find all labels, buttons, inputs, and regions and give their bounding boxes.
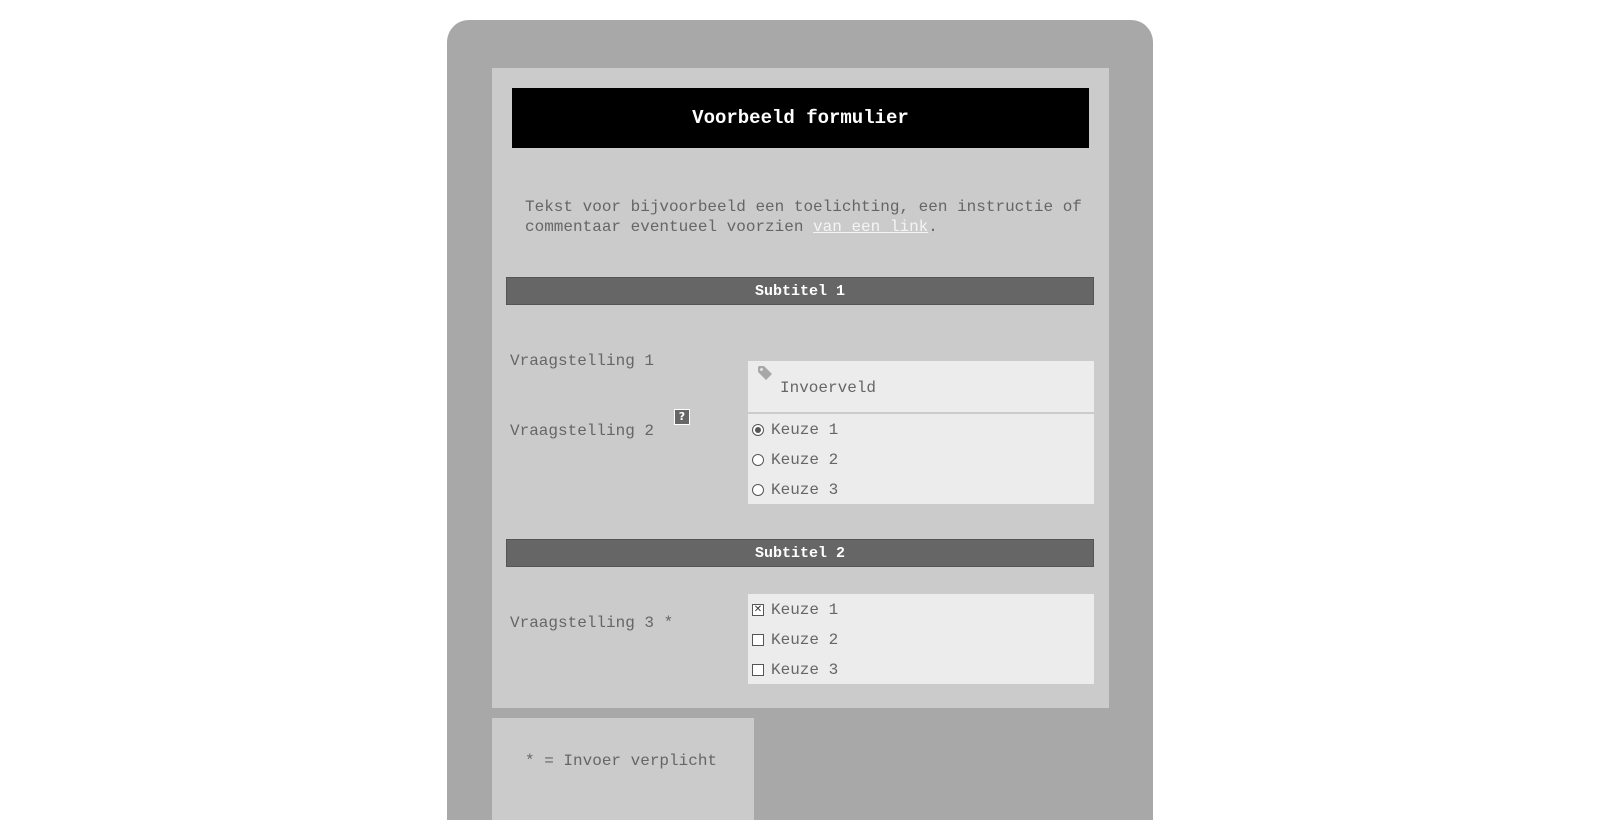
radio-option-2[interactable] (752, 445, 838, 475)
radio-option-1[interactable] (752, 415, 838, 445)
form-panel (492, 68, 1109, 708)
question-label-3: Vraagstelling 3 * (510, 614, 674, 632)
input-value: Invoerveld (780, 379, 877, 397)
radio-button[interactable] (752, 454, 764, 466)
checkbox-option-1[interactable] (752, 595, 838, 625)
question-label-2 (510, 410, 686, 440)
text-input-field[interactable] (748, 361, 1094, 412)
question-label-1: Vraagstelling 1 (510, 352, 655, 370)
radio-label-2: Keuze 2 (771, 451, 839, 469)
radio-label-3: Keuze 3 (771, 481, 839, 499)
footer-box (492, 718, 754, 820)
checkbox-group (748, 594, 1094, 684)
intro-end: . (928, 218, 938, 236)
checkbox-option-3[interactable] (752, 655, 838, 685)
tag-icon (757, 365, 773, 386)
intro-text (525, 197, 1085, 237)
radio-group (748, 414, 1094, 504)
radio-option-3[interactable] (752, 475, 838, 505)
radio-label-1: Keuze 1 (771, 421, 839, 439)
checkbox-option-2[interactable] (752, 625, 838, 655)
checkbox-checked[interactable]: ✕ (753, 604, 763, 615)
checkbox-label-1: Keuze 1 (771, 601, 839, 619)
question-label-2-text: Vraagstelling 2 (510, 422, 655, 440)
form-frame (447, 20, 1153, 820)
checkbox-label-2: Keuze 2 (771, 631, 839, 649)
checkbox-label-3: Keuze 3 (771, 661, 839, 679)
form-title: Voorbeeld formulier (512, 88, 1089, 148)
intro-body: Tekst voor bijvoorbeeld een toelichting, een instructie of commentaar eventueel voorzien (525, 198, 1082, 236)
checkbox[interactable] (752, 634, 764, 646)
section-subtitle-1: Subtitel 1 (506, 277, 1094, 305)
radio-button[interactable] (752, 484, 764, 496)
radio-button-selected[interactable] (752, 424, 764, 436)
intro-link[interactable]: van een link (813, 218, 929, 236)
section-subtitle-2: Subtitel 2 (506, 539, 1094, 567)
checkbox[interactable] (752, 664, 764, 676)
required-note: * = Invoer verplicht (525, 752, 718, 770)
help-icon[interactable]: ? (674, 409, 690, 425)
